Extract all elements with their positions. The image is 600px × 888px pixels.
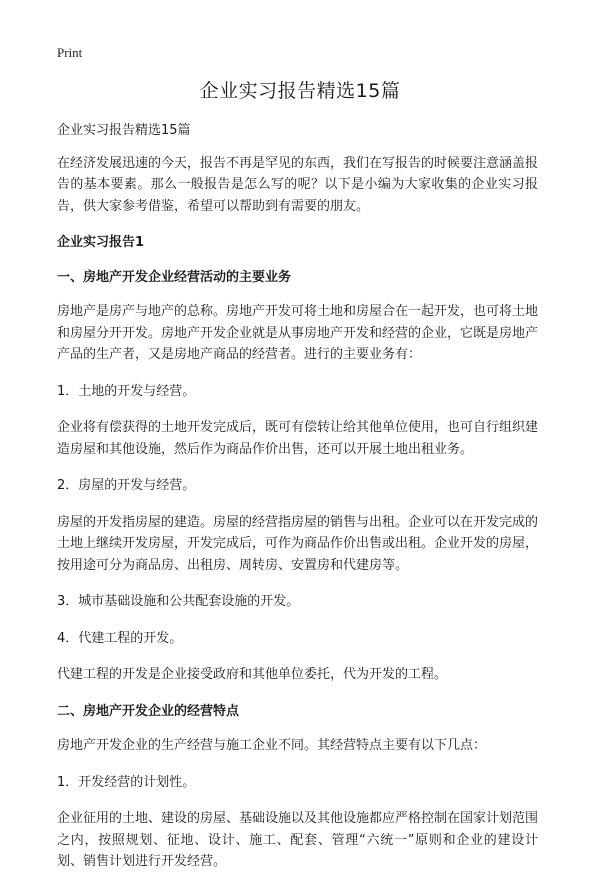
print-link[interactable]: Print <box>57 45 83 60</box>
document-body <box>57 120 538 888</box>
document-title: 企业实习报告精选15篇 <box>199 80 401 102</box>
section-2-list-item-1-text: 企业征用的土地、建设的房屋、基础设施以及其他设施都应严格控制在国家计划范围之内，按照规划、征地、设计、施工、配套、管理“六统一”原则和企业的建设计划、销售计划进行开发经营。 <box>57 811 539 869</box>
section-1-intro: 房地产是房产与地产的总称。房地产开发可将土地和房屋合在一起开发，也可将土地和房屋分开开发。房地产开发企业就是从事房地产开发和经营的企业，它既是房地产产品的生产者，又是房地产商品的经营者。进行的主要业务有： <box>57 304 539 362</box>
section-2-intro: 房地产开发企业的生产经营与施工企业不同。其经营特点主要有以下几点： <box>57 738 487 753</box>
list-item-2: 2．房屋的开发与经营。 <box>57 478 196 493</box>
intro-paragraph: 在经济发展迅速的今天，报告不再是罕见的东西，我们在写报告的时候要注意涵盖报告的基本要素。那么一般报告是怎么写的呢？以下是小编为大家收集的企业实习报告，供大家参考借鉴，希望可以帮助到有需要的朋友。 <box>57 155 539 214</box>
list-item-4-text: 代建工程的开发是企业接受政府和其他单位委托，代为开发的工程。 <box>57 667 448 682</box>
section-2-list-item-1: 1．开发经营的计划性。 <box>57 774 196 790</box>
report-heading: 企业实习报告1 <box>57 235 145 250</box>
list-item-1: 1．土地的开发与经营。 <box>57 383 196 399</box>
list-item-2-text: 房屋的开发指房屋的建造。房屋的经营指房屋的销售与出租。企业可以在开发完成的土地上继续开发房屋，开发完成后，可作为商品作价出售或出租。企业开发的房屋，按用途可分为商品房、出租房、周转房、安置房和代建房等。 <box>57 514 539 573</box>
list-item-1-text: 企业将有偿获得的土地开发完成后，既可有偿转让给其他单位使用，也可自行组织建造房屋和其他设施，然后作为商品作价出售，还可以开展土地出租业务。 <box>57 420 539 457</box>
document-subtitle: 企业实习报告精选15篇 <box>57 123 191 138</box>
list-item-3: 3．城市基础设施和公共配套设施的开发。 <box>57 594 300 609</box>
list-item-4: 4．代建工程的开发。 <box>57 630 183 646</box>
section-2-title: 二、房地产开发企业的经营特点 <box>57 703 240 719</box>
section-1-title: 一、房地产开发企业经营活动的主要业务 <box>57 269 292 285</box>
